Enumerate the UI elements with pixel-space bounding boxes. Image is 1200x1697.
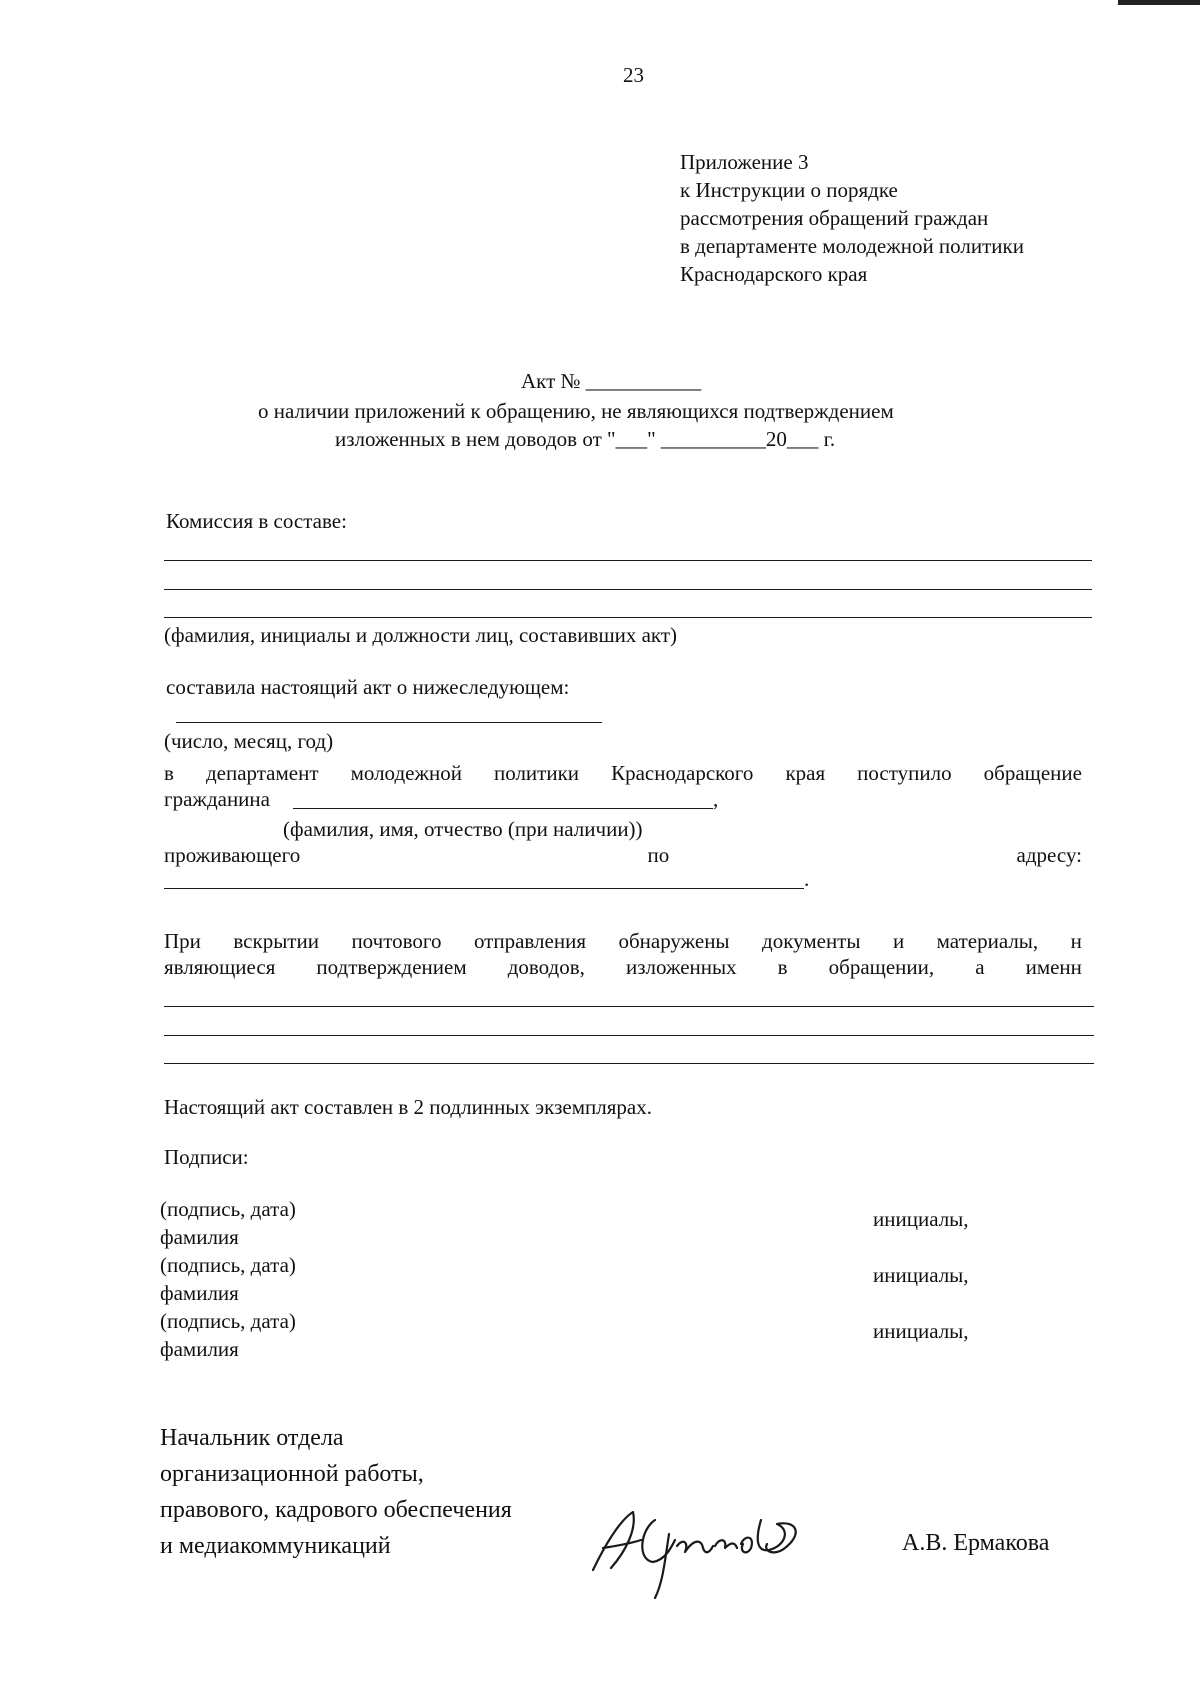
fill-line: [164, 560, 1092, 561]
commission-label: Комиссия в составе:: [166, 509, 347, 533]
page-number: 23: [623, 63, 644, 87]
appendix-line: Приложение 3: [680, 150, 809, 174]
residing-line: проживающего по адресу:: [164, 843, 1082, 867]
head-position-line: и медиакоммуникаций: [160, 1533, 391, 1559]
head-position-line: правового, кадрового обеспечения: [160, 1497, 512, 1523]
act-title: Акт № ___________: [521, 369, 702, 393]
citizen-fill-line: [293, 808, 713, 809]
appendix-line: рассмотрения обращений граждан: [680, 206, 989, 230]
signatures-label: Подписи:: [164, 1145, 249, 1169]
citizen-label: гражданина: [164, 787, 270, 811]
fill-line: [164, 1006, 1094, 1007]
handwritten-signature: [585, 1490, 815, 1600]
sign-bottom: фамилия: [160, 1337, 239, 1361]
fill-line: [164, 617, 1092, 618]
date-caption: (число, месяц, год): [164, 729, 334, 753]
commission-caption: (фамилия, инициалы и должности лиц, составивших акт): [164, 623, 678, 647]
copies-text: Настоящий акт составлен в 2 подлинных экземплярах.: [164, 1095, 652, 1119]
sign-bottom: фамилия: [160, 1281, 239, 1305]
appendix-line: в департаменте молодежной политики: [680, 234, 1024, 258]
compiled-text: составила настоящий акт о нижеследующем:: [166, 675, 570, 699]
opening-line1: При вскрытии почтового отправления обнаружены документы и материалы, н: [164, 929, 1082, 953]
appendix-block: [680, 148, 1024, 288]
address-suffix: .: [804, 867, 810, 891]
date-fill-line: [176, 722, 602, 723]
citizen-caption: (фамилия, имя, отчество (при наличии)): [283, 817, 643, 841]
sign-right: инициалы,: [873, 1319, 969, 1343]
head-position-line: Начальник отдела: [160, 1425, 344, 1451]
sign-left: (подпись, дата): [160, 1197, 296, 1221]
head-position-block: [160, 1420, 512, 1564]
citizen-suffix: ,: [713, 787, 719, 811]
address-fill-line: [164, 888, 804, 889]
sign-right: инициалы,: [873, 1207, 969, 1231]
corner-mark: [1118, 0, 1200, 5]
appendix-line: к Инструкции о порядке: [680, 178, 898, 202]
sign-left: (подпись, дата): [160, 1309, 296, 1333]
fill-line: [164, 589, 1092, 590]
act-subtitle-line1: о наличии приложений к обращению, не являющихся подтверждением: [258, 399, 894, 423]
sign-bottom: фамилия: [160, 1225, 239, 1249]
fill-line: [164, 1035, 1094, 1036]
appendix-line: Краснодарского края: [680, 262, 868, 286]
head-position-line: организационной работы,: [160, 1461, 424, 1487]
received-line: в департамент молодежной политики Краснодарского края поступило обращение: [164, 761, 1082, 785]
sign-right: инициалы,: [873, 1263, 969, 1287]
signer-name: А.В. Ермакова: [902, 1530, 1050, 1556]
sign-left: (подпись, дата): [160, 1253, 296, 1277]
fill-line: [164, 1063, 1094, 1064]
act-subtitle-line2: изложенных в нем доводов от "___" __________20___ г.: [335, 427, 836, 451]
opening-line2: являющиеся подтверждением доводов, изложенных в обращении, а именн: [164, 955, 1082, 979]
